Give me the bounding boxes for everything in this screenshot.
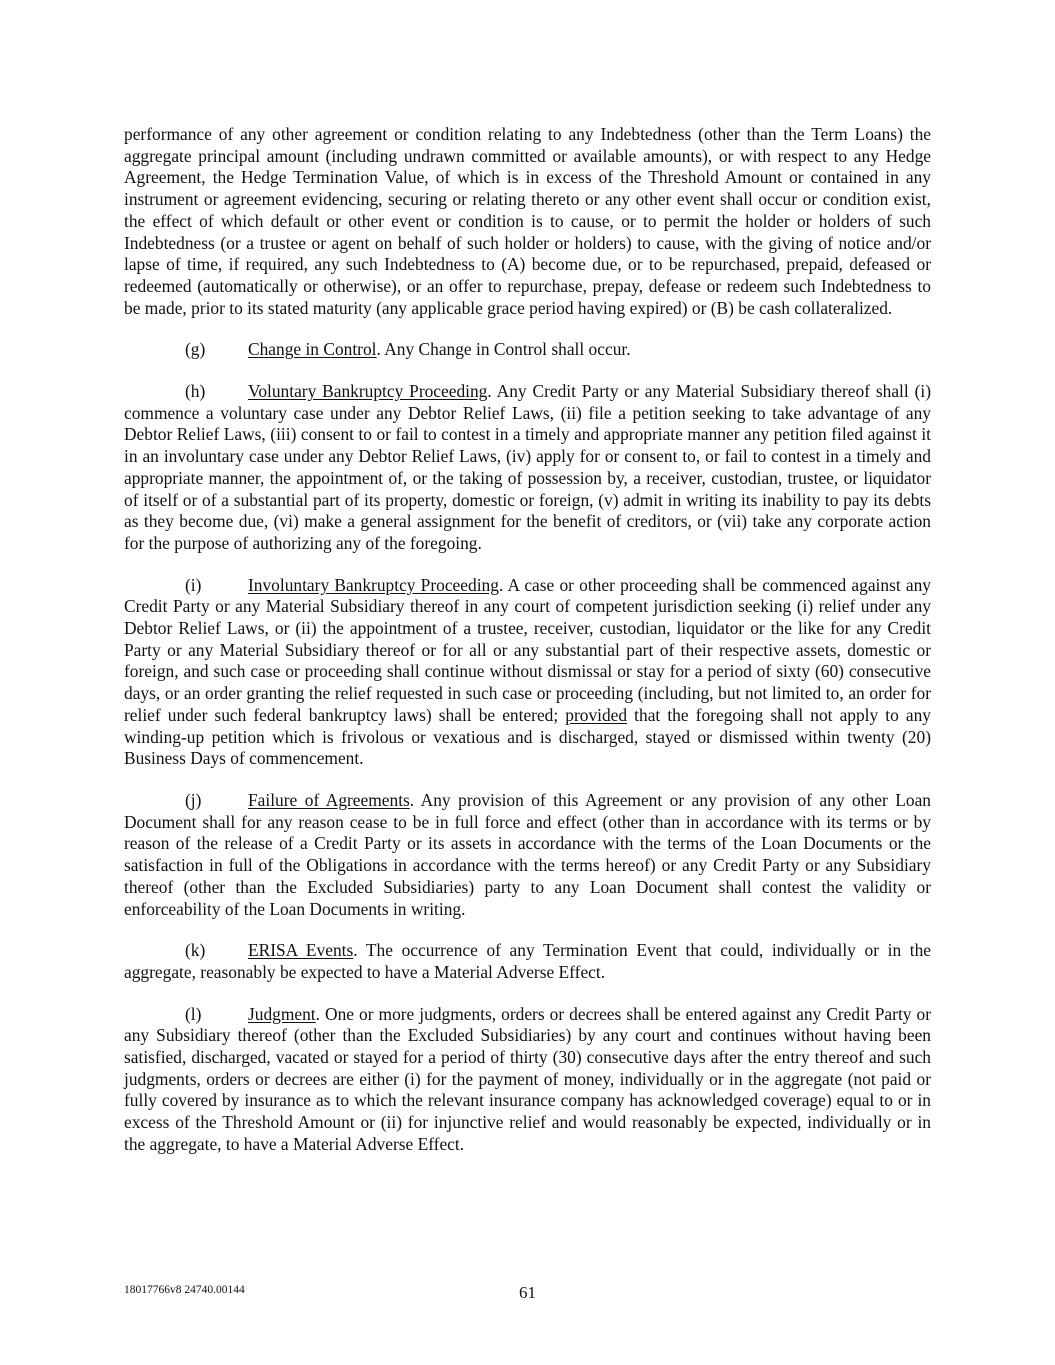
paragraph-i — [124, 575, 931, 770]
paragraph-g — [124, 339, 931, 361]
section-heading: Involuntary Bankruptcy Proceeding — [248, 574, 499, 595]
paragraph-body: . Any Change in Control shall occur. — [376, 339, 631, 360]
section-heading: Judgment — [248, 1003, 316, 1024]
paragraph-body: . One or more judgments, orders or decrees shall be entered against any Credit Party or any Subsidiary thereof (other than the Excluded Subsidiaries) by any court and continues without having been satisfied, discharged, vacated or stayed for a period of thirty (30) consecutive days after the entry thereof and such judgments, orders or decrees are either (i) for the payment of money, individually or in the aggregate (not paid or fully covered by insurance as to which the relevant insurance company has acknowledged coverage) equal to or in excess of the Threshold Amount or (ii) for injunctive relief and would reasonably be expected, individually or in the aggregate, to have a Material Adverse Effect. — [124, 1003, 931, 1154]
section-label: (g) — [185, 339, 206, 360]
proviso-term: provided — [565, 704, 628, 725]
paragraph-body: . Any Credit Party or any Material Subsidiary thereof shall (i) commence a voluntary case under any Debtor Relief Laws, (ii) file a petition seeking to take advantage of any Debtor Relief Laws, (iii) consent to or fail to contest in a timely and appropriate manner any petition filed against it in an involuntary case under any Debtor Relief Laws, (iv) apply for or consent to, or fail to contest in a timely and appropriate manner, the appointment of, or the taking of possession by, a receiver, custodian, trustee, or liquidator of itself or of a substantial part of its property, domestic or foreign, (v) admit in writing its inability to pay its debts as they become due, (vi) make a general assignment for the benefit of creditors, or (vii) take any corporate action for the purpose of authorizing any of the foregoing. — [124, 381, 932, 553]
paragraph-l — [124, 1004, 931, 1156]
paragraph-h — [124, 381, 931, 555]
section-label: (k) — [185, 940, 206, 961]
paragraph-body-continued: that the foregoing shall not apply to any winding-up petition which is frivolous or vexatious and is discharged, stayed or dismissed within twenty (20) Business Days of commencement. — [124, 704, 931, 769]
paragraph-f-continued — [124, 124, 931, 319]
section-label: (j) — [185, 789, 202, 810]
section-heading: Voluntary Bankruptcy Proceeding — [248, 381, 488, 402]
paragraph-body: performance of any other agreement or condition relating to any Indebtedness (other than the Term Loans) the aggregate principal amount (including undrawn committed or available amounts), or with respect to any Hedge Agreement, the Hedge Termination Value, of which is in excess of the Threshold Amount or contained in any instrument or agreement evidencing, securing or relating thereto or any other event shall occur or condition exist, the effect of which default or other event or condition is to cause, or to permit the holder or holders of such Indebtedness (or a trustee or agent on behalf of such holder or holders) to cause, with the giving of notice and/or lapse of time, if required, any such Indebtedness to (A) become due, or to be repurchased, prepaid, defeased or redeemed (automatically or otherwise), or an offer to repurchase, prepay, defease or redeem such Indebtedness to be made, prior to its stated maturity (any applicable grace period having expired) or (B) be cash collateralized. — [124, 124, 931, 318]
paragraph-k — [124, 940, 931, 983]
paragraph-body: . The occurrence of any Termination Event that could, individually or in the aggregate, reasonably be expected to have a Material Adverse Effect. — [124, 940, 932, 982]
section-heading: Failure of Agreements — [248, 789, 410, 810]
paragraph-body: . A case or other proceeding shall be commenced against any Credit Party or any Material Subsidiary thereof in any court of competent jurisdiction seeking (i) relief under any Debtor Relief Laws, or (ii) the appointment of a trustee, receiver, custodian, liquidator or the like for any Credit Party or any Material Subsidiary thereof or for all or any substantial part of their respective assets, domestic or foreign, and such case or proceeding shall continue without dismissal or stay for a period of sixty (60) consecutive days, or an order granting the relief requested in such case or proceeding (including, but not limited to, an order for relief under such federal bankruptcy laws) shall be entered; — [124, 574, 931, 725]
document-id: 18017766v8 24740.00144 — [124, 1284, 245, 1296]
section-label: (l) — [185, 1003, 202, 1024]
section-heading: Change in Control — [248, 339, 377, 360]
section-label: (i) — [185, 574, 202, 595]
section-label: (h) — [185, 381, 206, 402]
document-page — [124, 124, 931, 1176]
paragraph-j — [124, 790, 931, 920]
paragraph-body: . Any provision of this Agreement or any provision of any other Loan Document shall for any reason cease to be in full force and effect (other than in accordance with its terms or by reason of the release of a Credit Party or its assets in accordance with the terms of the Loan Documents or the satisfaction in full of the Obligations in accordance with the terms hereof) or any Credit Party or any Subsidiary thereof (other than the Excluded Subsidiaries) party to any Loan Document shall contest the validity or enforceability of the Loan Documents in writing. — [124, 789, 931, 919]
page-number: 61 — [519, 1283, 536, 1302]
section-heading: ERISA Events — [248, 940, 354, 961]
